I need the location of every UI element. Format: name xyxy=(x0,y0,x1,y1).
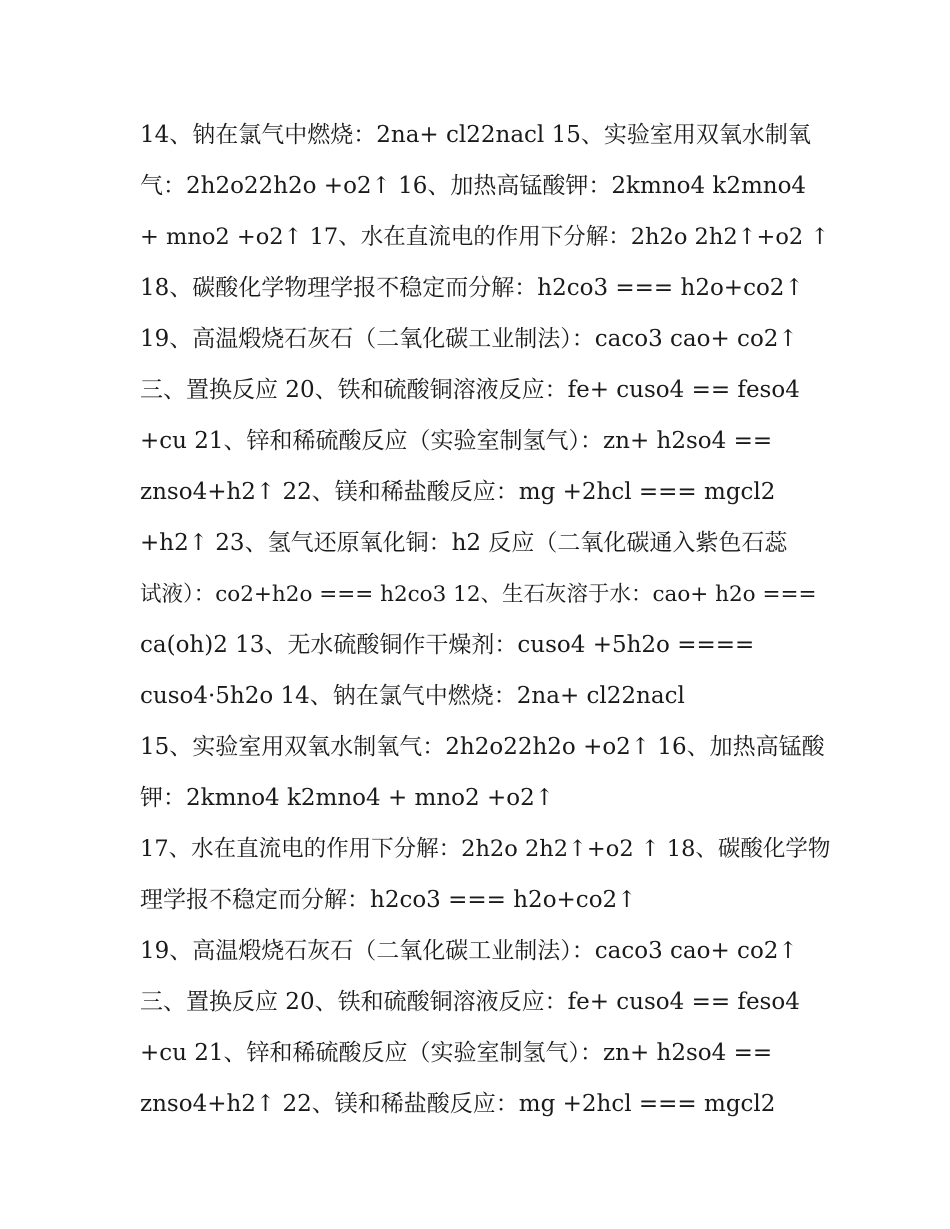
text-line: +cu 21、锌和稀硫酸反应（实验室制氢气）：zn+ h2so4 == xyxy=(140,1040,773,1066)
text-line: 三、置换反应 20、铁和硫酸铜溶液反应：fe+ cuso4 == feso4 xyxy=(140,377,800,403)
text-line: 试液）：co2+h2o === h2co3 12、生石灰溶于水：cao+ h2o === xyxy=(140,582,817,607)
text-line: 14、钠在氯气中燃烧：2na+ cl22nacl 15、实验室用双氧水制氧 xyxy=(140,122,811,148)
text-line: 19、高温煅烧石灰石（二氧化碳工业制法）：caco3 cao+ co2↑ xyxy=(140,326,798,352)
text-line: +cu 21、锌和稀硫酸反应（实验室制氢气）：zn+ h2so4 == xyxy=(140,428,773,454)
text-line: +h2↑ 23、氢气还原氧化铜：h2 反应（二氧化碳通入紫色石蕊 xyxy=(140,530,788,556)
text-line: 15、实验室用双氧水制氧气：2h2o22h2o +o2↑ 16、加热高锰酸 xyxy=(140,734,825,760)
text-line: 18、碳酸化学物理学报不稳定而分解：h2co3 === h2o+co2↑ xyxy=(140,275,804,301)
text-line: + mno2 +o2↑ 17、水在直流电的作用下分解：2h2o 2h2↑+o2 ↑ xyxy=(140,224,830,250)
text-line: 理学报不稳定而分解：h2co3 === h2o+co2↑ xyxy=(140,887,637,913)
text-line: 钾：2kmno4 k2mno4 + mno2 +o2↑ xyxy=(140,785,554,811)
body-text xyxy=(140,110,830,1130)
text-line: znso4+h2↑ 22、镁和稀盐酸反应：mg +2hcl === mgcl2 xyxy=(140,1091,776,1117)
text-line: ca(oh)2 13、无水硫酸铜作干燥剂：cuso4 +5h2o ==== xyxy=(140,632,755,658)
text-line: znso4+h2↑ 22、镁和稀盐酸反应：mg +2hcl === mgcl2 xyxy=(140,479,776,505)
text-line: 气：2h2o22h2o +o2↑ 16、加热高锰酸钾：2kmno4 k2mno4 xyxy=(140,173,807,199)
text-line: 19、高温煅烧石灰石（二氧化碳工业制法）：caco3 cao+ co2↑ xyxy=(140,938,798,964)
text-line: 三、置换反应 20、铁和硫酸铜溶液反应：fe+ cuso4 == feso4 xyxy=(140,989,800,1015)
text-line: 17、水在直流电的作用下分解：2h2o 2h2↑+o2 ↑ 18、碳酸化学物 xyxy=(140,836,831,862)
text-line: cuso4·5h2o 14、钠在氯气中燃烧：2na+ cl22nacl xyxy=(140,683,685,709)
